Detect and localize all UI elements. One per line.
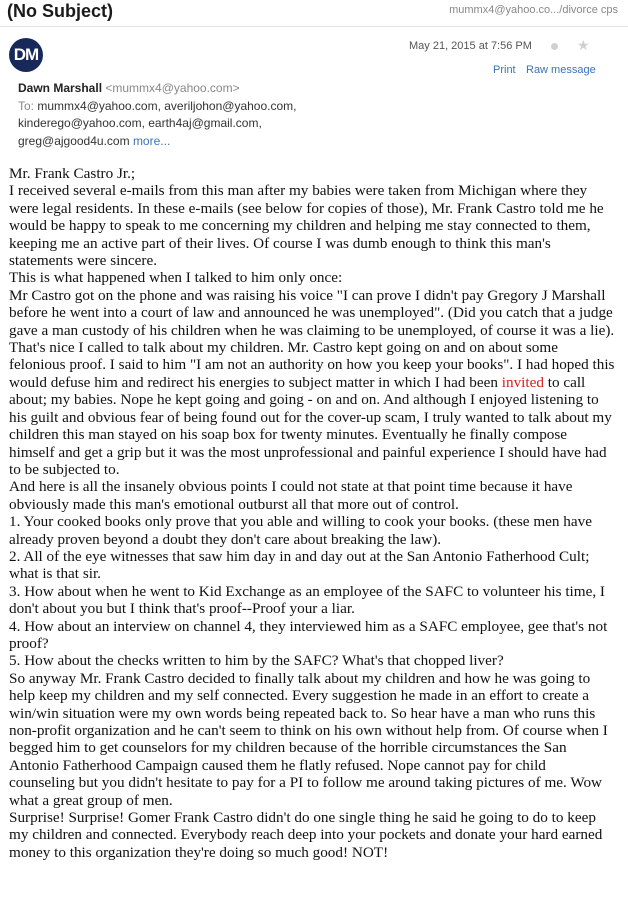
more-recipients-link[interactable]: more... [132,133,171,148]
sender-name[interactable]: Dawn Marshall [18,81,103,95]
body-paragraph: I received several e-mails from this man after my babies were taken from Michigan where they were legal residents. In these e-mails (see below for copies of those), Mr. Frank Castro told me he would be happy to speak to me concerning my children and helping me stay connected to them, keeping me an active part of their lives. Of course I was dumb enough to think this man's statements were sincere. [9,182,604,270]
recipients-line-2: kinderego@yahoo.com, earth4aj@gmail.com, [18,116,262,131]
recipients-line-3: greg@ajgood4u.com [18,133,130,148]
body-paragraph: Mr. Frank Castro Jr.; [9,165,136,182]
highlighted-word: invited [501,373,544,391]
body-paragraph: 3. How about when he went to Kid Exchange as an employee of the SAFC to volunteer his time, I don't about you but I think that's proof--Proof your a liar. [9,582,605,618]
body-paragraph: Surprise! Surprise! Gomer Frank Castro didn't do one single thing he said he going to do to keep my children and connected. Everybody reach deep into your pockets and donate your hard earned money to this organization they're doing so much good! NOT! [9,809,603,861]
avatar [9,38,43,72]
sender-email: <mummx4@yahoo.com> [105,81,240,95]
print-link[interactable]: Print [493,64,516,76]
header-divider [0,26,628,27]
sender [18,81,240,95]
message-body [9,165,615,861]
message-date: May 21, 2015 at 7:56 PM [409,40,532,52]
body-paragraph: This is what happened when I talked to him only once: [9,269,343,287]
email-subject: (No Subject) [7,1,113,21]
recipients-line-1: mummx4@yahoo.com, averiljohon@yahoo.com, [37,99,297,113]
dot-icon[interactable] [551,43,558,50]
folder-path[interactable]: mummx4@yahoo.co.../divorce cps [449,4,618,16]
body-paragraph [9,287,615,478]
star-icon[interactable]: ★ [577,37,590,53]
body-text-segment: to call about; my babies. Nope he kept going and going - on and on. And although I enjoyed listening to his guilt and obvious fear of being found out for the cover-up scam, I truly wanted to talk about my children this man stayed on his soap box for twenty minutes. Eventually he finally compose himself and get a grip but it was the most unprofessional and painful experience I should have had to be subjected to. [9,373,612,478]
avatar-initials: DM [13,45,39,64]
body-paragraph: 2. All of the eye witnesses that saw him day in and day out at the San Antonio Fatherhood Cult; what is that sir. [9,547,590,583]
to-label: To: [18,99,35,113]
body-paragraph: 4. How about an interview on channel 4, they interviewed him as a SAFC employee, gee that's not proof? [9,617,608,652]
raw-message-link[interactable]: Raw message [526,64,596,76]
body-paragraph: So anyway Mr. Frank Castro decided to finally talk about my children and how he was going to help keep my children and my self connected. Every suggestion he made in an effort to create a win/win situation were my own words being repeated back to. So hear have a man who runs this non-profit organization and he can't seem to think on his own without help from. Of course when I begged him to get counselors for my children because of the horrible circumstances the San Antonio Fatherhood Campaign caused them he flatly refused. Nope cannot pay for child counseling but you didn't hesitate to pay for a PI to follow me around taking pictures of me. Wow what a great group of men. [9,669,608,809]
body-paragraph: 5. How about the checks written to him by the SAFC? What's that chopped liver? [9,652,504,670]
body-paragraph: And here is all the insanely obvious points I could not state at that point time because it have obviously made this man's emotional outburst all that more out of control. [9,478,573,513]
recipients [18,98,348,150]
body-text-segment: Mr Castro got on the phone and was raising his voice "I can prove I didn't pay Gregory J Marshall before he went into a court of law and announced he was unemployed". (Did you catch that a judge gave a man custody of his children when he was claiming to be unemployed, of course it was a lie). That's nice I called to talk about my children. Mr. Castro kept going on and on about some felonious proof. I said to him "I am not an authority on how you keep your books". I had hoped this would defuse him and redirect his energies to subject matter in which I had been [9,286,615,391]
body-paragraph: 1. Your cooked books only prove that you able and willing to cook your books. (these men have already proven beyond a doubt they don't care about breaking the law). [9,513,592,548]
